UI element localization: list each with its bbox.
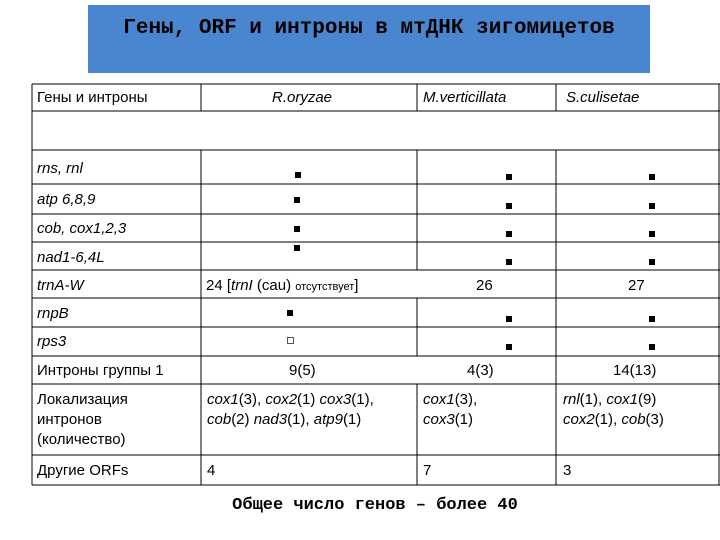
row-label-other-orfs: Другие ORFs — [37, 462, 129, 479]
presence-marker — [287, 310, 293, 316]
presence-marker — [649, 259, 655, 265]
row-label-introns: Интроны группы 1 — [37, 362, 164, 379]
presence-marker — [506, 174, 512, 180]
trna-r-oryzae-value: 24 [trnI (cau) отсутствует] — [206, 277, 359, 294]
presence-marker — [295, 172, 301, 178]
absence-marker — [287, 337, 294, 344]
column-header-s-culisetae: S.culisetae — [566, 89, 640, 106]
presence-marker — [506, 259, 512, 265]
presence-marker — [649, 344, 655, 350]
presence-marker — [294, 226, 300, 232]
presence-marker — [294, 245, 300, 251]
localization-r-oryzae-line1: cox1(3), cox2(1) cox3(1), — [207, 391, 374, 408]
row-label-localization: Локализация — [37, 391, 128, 408]
orfs-r-oryzae-value: 4 — [207, 462, 216, 479]
introns-m-verticillata-value: 4(3) — [467, 362, 494, 379]
presence-marker — [294, 197, 300, 203]
presence-marker — [506, 203, 512, 209]
row-label-rnpb: rnpB — [37, 305, 69, 322]
localization-r-oryzae-line2: cob(2) nad3(1), atp9(1) — [207, 411, 362, 428]
localization-s-culisetae-line1: rnl(1), cox1(9) — [563, 391, 657, 408]
row-label-nad: nad1-6,4L — [37, 249, 105, 266]
introns-r-oryzae-value: 9(5) — [289, 362, 316, 379]
row-label-rps3: rps3 — [37, 333, 67, 350]
row-label-atp: atp 6,8,9 — [37, 191, 96, 208]
column-header-m-verticillata: M.verticillata — [423, 89, 507, 106]
row-label-localization-line3: (количество) — [37, 431, 126, 448]
footer-total-genes: Общее число генов – более 40 — [232, 496, 518, 515]
presence-marker — [649, 203, 655, 209]
localization-m-verticillata-line2: cox3(1) — [423, 411, 474, 428]
presence-marker — [649, 231, 655, 237]
row-label-rns-rnl: rns, rnl — [37, 160, 83, 177]
presence-marker — [506, 344, 512, 350]
column-header-genes: Гены и интроны — [37, 89, 148, 106]
row-label-cob-cox: cob, cox1,2,3 — [37, 220, 127, 237]
localization-s-culisetae-line2: cox2(1), cob(3) — [563, 411, 664, 428]
orfs-m-verticillata-value: 7 — [423, 462, 432, 479]
presence-marker — [649, 316, 655, 322]
orfs-s-culisetae-value: 3 — [563, 462, 572, 479]
presence-marker — [649, 174, 655, 180]
introns-s-culisetae-value: 14(13) — [613, 362, 657, 379]
presence-marker — [506, 316, 512, 322]
row-label-localization-line2: интронов — [37, 411, 102, 428]
column-header-r-oryzae: R.oryzae — [272, 89, 333, 106]
row-label-trna: trnA-W — [37, 277, 84, 294]
presence-marker — [506, 231, 512, 237]
localization-m-verticillata-line1: cox1(3), — [423, 391, 478, 408]
trna-s-culisetae-value: 27 — [628, 277, 645, 294]
trna-m-verticillata-value: 26 — [476, 277, 493, 294]
page-title: Гены, ORF и интроны в мтДНК зигомицетов — [123, 17, 615, 40]
